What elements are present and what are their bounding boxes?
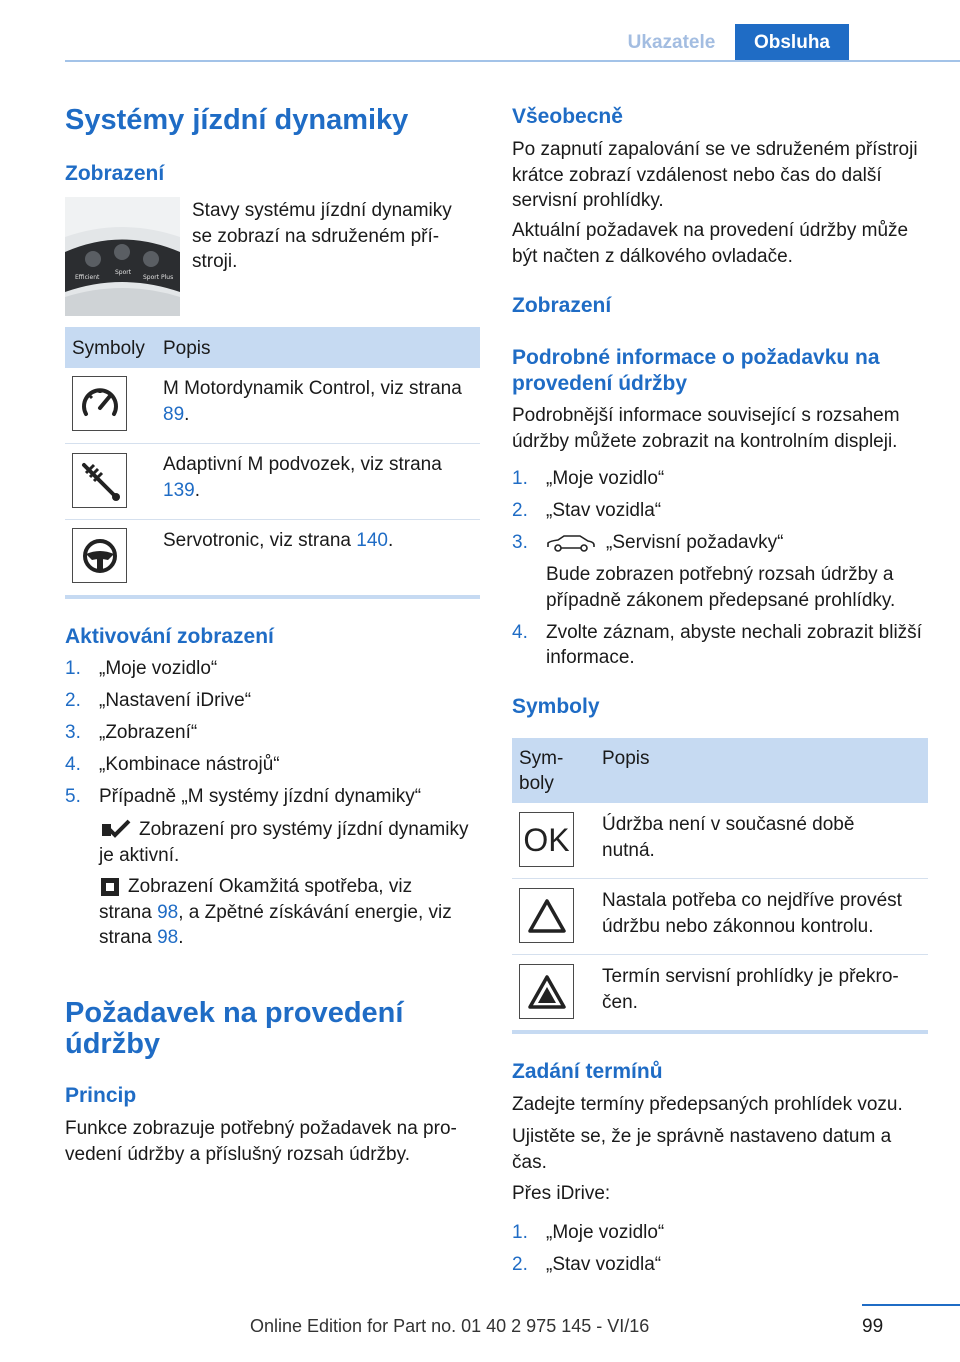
step-number: 1. <box>512 1222 528 1243</box>
table-row <box>65 444 480 520</box>
header-rule <box>65 60 960 62</box>
symbols-heading: Symboly <box>512 695 600 718</box>
general-text-1: Po zapnutí zapalování se ve sdruženém přístroji krátce zobrazí vzdálenost nebo čas do další servisní prohlídky. <box>512 139 918 211</box>
row-desc: Servotronic, viz strana <box>163 530 357 551</box>
box-note-text-b: , a Zpětné získávání energie, viz strana <box>99 901 452 948</box>
instrument-cluster-image <box>65 197 180 316</box>
footer-rule <box>862 1304 960 1306</box>
table-row <box>512 879 928 955</box>
list-item <box>65 752 481 778</box>
row-text <box>163 452 463 503</box>
table-end-rule <box>65 595 480 599</box>
step-number: 1. <box>65 658 81 679</box>
list-item <box>512 1252 928 1278</box>
principle-text: Funkce zobrazuje potřebný požadavek na provedení údržby a příslušný rozsah údržby. <box>65 1118 457 1165</box>
step-number: 2. <box>65 690 81 711</box>
step-text: Zvolte záznam, abyste nechali zobrazit bližší informace. <box>546 621 922 668</box>
general-heading: Všeobecně <box>512 105 623 128</box>
detail-steps-list <box>512 466 928 677</box>
table-row <box>65 368 480 444</box>
step-number: 3. <box>65 722 81 743</box>
row-suffix: . <box>184 403 190 425</box>
row-suffix: . <box>194 479 200 501</box>
list-item <box>512 562 928 613</box>
page-link[interactable]: 98 <box>157 927 179 948</box>
general-text-2: Aktuální požadavek na provedení údržby může být načten z dálkového ovladače. <box>512 220 909 267</box>
gauge-label-efficient: Efficient <box>75 274 100 281</box>
table-end-rule <box>512 1030 928 1034</box>
col-header-description: Popis <box>163 338 211 359</box>
tab-ukazatele[interactable]: Ukazatele <box>627 32 716 53</box>
warning-triangle-icon <box>519 888 574 943</box>
step-text: „Kombinace nástrojů“ <box>99 754 280 775</box>
service-title: Požadavek na provedení údržby <box>65 997 404 1060</box>
step-number: 4. <box>65 754 81 775</box>
dates-text-2: Ujistěte se, že je správně nastaveno datum a čas. <box>512 1126 892 1173</box>
display-text: Stavy systému jízdní dynamiky se zobrazí na sdruženém přístroji. <box>192 200 452 272</box>
step-text: „Zobrazení“ <box>99 722 198 743</box>
step-text: „Moje vozidlo“ <box>99 658 218 679</box>
list-item <box>65 720 481 746</box>
list-item <box>65 688 481 714</box>
dates-text-1: Zadejte termíny předepsaných prohlídek vozu. <box>512 1094 903 1115</box>
dates-steps-list <box>512 1220 928 1284</box>
shock-absorber-icon <box>72 453 127 508</box>
step-text: Bude zobrazen potřebný rozsah údržby a případně zákonem předepsané prohlídky. <box>546 564 896 611</box>
list-item <box>65 784 481 810</box>
row-text <box>163 376 463 427</box>
step-number: 2. <box>512 500 528 521</box>
check-note-text: Zobrazení pro systémy jízdní dynamiky je aktivní. <box>99 819 469 866</box>
row-desc: Adaptivní M podvozek, viz strana <box>163 454 442 475</box>
col-header-description: Popis <box>602 748 650 769</box>
row-text: Termín servisní prohlídky je překročen. <box>602 966 899 1013</box>
list-item <box>512 1220 928 1246</box>
step-text: „Stav vozidla“ <box>546 1254 662 1275</box>
steering-wheel-icon <box>72 528 127 583</box>
header-tabs <box>608 24 849 62</box>
edition-footer: Online Edition for Part no. 01 40 2 975 145 - VI/16 <box>250 1316 650 1336</box>
page-number: 99 <box>862 1316 884 1337</box>
check-note <box>99 817 469 868</box>
symbols-table-header <box>65 327 480 368</box>
step-text: „Moje vozidlo“ <box>546 1222 665 1243</box>
detail-heading: Podrobné informace o požadavku na provedení údržby <box>512 346 880 395</box>
gauge-label-sport-plus: Sport Plus <box>143 274 174 281</box>
row-text: Nastala potřeba co nejdříve provést údržbu nebo zákonnou kontrolu. <box>602 890 902 937</box>
list-item <box>512 530 928 556</box>
activate-heading: Aktivování zobrazení <box>65 625 274 648</box>
step-text-label: „Servisní požadavky“ <box>606 532 784 553</box>
overdue-triangle-icon <box>519 964 574 1019</box>
car-icon <box>546 534 596 552</box>
box-note-text-c: . <box>178 927 184 948</box>
page-link[interactable]: 89 <box>163 403 185 425</box>
ok-icon-text: OK <box>523 821 570 858</box>
activate-steps-list <box>65 656 481 816</box>
square-box-icon <box>101 878 119 896</box>
page-link[interactable]: 98 <box>157 901 179 923</box>
section-title-driving-dynamics: Systémy jízdní dynamiky <box>65 104 409 136</box>
checkbox-check-icon <box>101 819 131 839</box>
display-heading: Zobrazení <box>65 162 165 185</box>
service-symbols-table-header <box>512 738 928 803</box>
step-text <box>546 530 928 556</box>
gauge-label-sport: Sport <box>115 269 132 276</box>
step-number <box>512 562 546 613</box>
step-text: „Stav vozidla“ <box>546 500 662 521</box>
step-number: 2. <box>512 1254 528 1275</box>
speedometer-icon <box>72 376 127 431</box>
col-header-symbols: Symboly <box>519 748 564 794</box>
row-text <box>163 528 463 554</box>
row-text: Údržba není v současné době nutná. <box>602 814 855 861</box>
page-link[interactable]: 139 <box>163 479 195 501</box>
step-number: 1. <box>512 468 528 489</box>
step-text: Případně „M systémy jízdní dynamiky“ <box>99 786 422 807</box>
table-row <box>65 520 480 595</box>
box-note <box>99 874 469 951</box>
right-display-heading: Zobrazení <box>512 294 612 317</box>
step-text: „Moje vozidlo“ <box>546 468 665 489</box>
principle-heading: Princip <box>65 1084 137 1107</box>
tab-obsluha[interactable]: Obsluha <box>735 24 849 62</box>
list-item <box>65 656 481 682</box>
ok-icon <box>519 812 574 867</box>
step-number: 4. <box>512 621 528 643</box>
box-note-text-a: Zobrazení Okamžitá spotřeba, viz strana <box>99 876 413 923</box>
table-row <box>512 955 928 1030</box>
dates-text-3: Přes iDrive: <box>512 1183 611 1204</box>
col-header-symbols: Symboly <box>72 338 145 359</box>
page-link[interactable]: 140 <box>356 530 388 551</box>
table-row <box>512 803 928 879</box>
list-item <box>512 498 928 524</box>
row-desc: M Motordynamik Control, viz strana <box>163 378 462 399</box>
detail-text: Podrobnější informace související s rozsahem údržby můžete zobrazit na kontrolním displeji. <box>512 405 900 452</box>
step-text: „Nastavení iDrive“ <box>99 690 252 711</box>
dates-heading: Zadání termínů <box>512 1060 663 1083</box>
row-suffix: . <box>387 530 394 551</box>
step-number: 3. <box>512 532 528 553</box>
list-item <box>512 620 928 671</box>
list-item <box>512 466 928 492</box>
step-number: 5. <box>65 786 81 807</box>
drive-mode-gauge-illustration <box>65 197 180 316</box>
